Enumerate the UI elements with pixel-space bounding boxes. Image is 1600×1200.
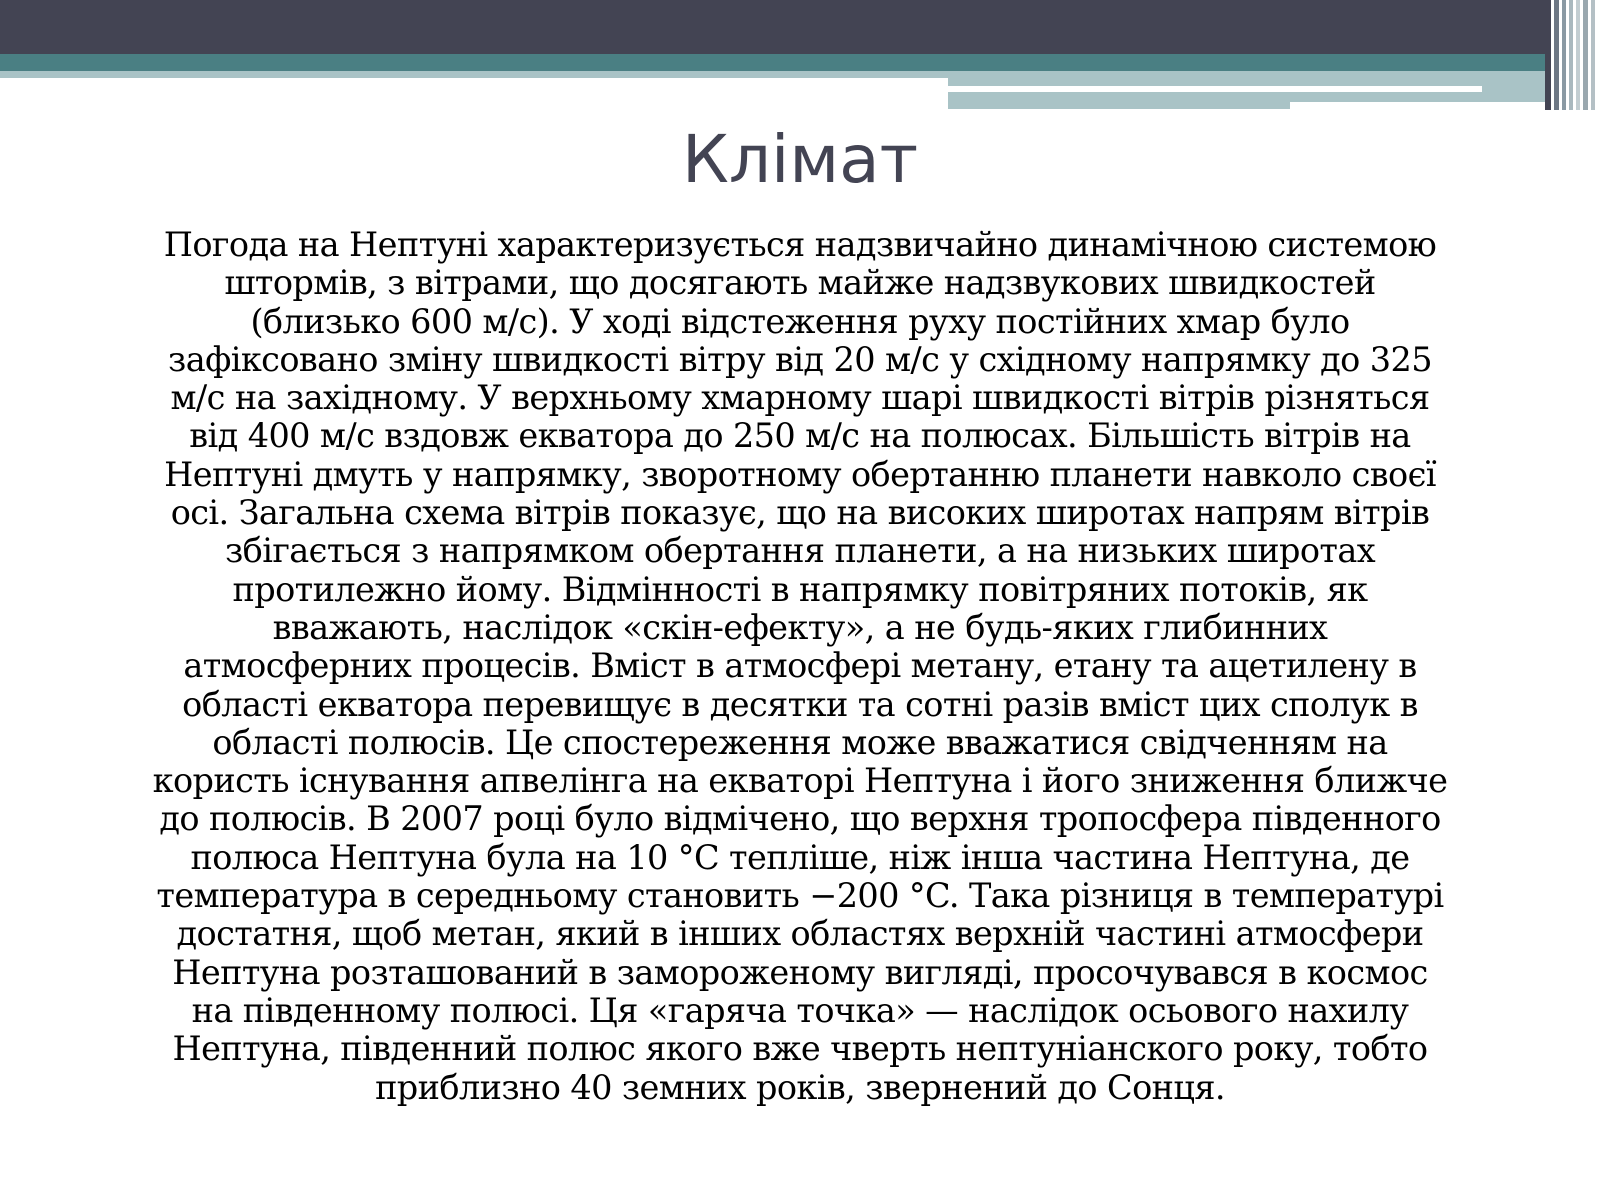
body-line: Нептуна розташований в замороженому вигляді, просочувався в космос	[172, 952, 1428, 992]
body-line: Погода на Нептуні характеризується надзвичайно динамічною системою	[163, 225, 1437, 264]
slide-body-text	[100, 226, 1500, 1107]
body-line: до полюсів. В 2007 році було відмічено, що верхня тропосфера південного	[159, 799, 1441, 839]
slide-title: Клімат	[681, 121, 919, 198]
body-line: на південному полюсі. Ця «гаряча точка» — наслідок осьового нахилу	[191, 990, 1409, 1030]
header-accent-line	[948, 86, 1482, 92]
header-band-teal	[0, 54, 1545, 71]
header-accent-line-short	[1290, 102, 1545, 109]
body-line: (близько 600 м/с). У ході відстеження руху постійних хмар було	[250, 301, 1350, 341]
header-band-dark	[0, 0, 1545, 54]
header-edge-stripes	[1545, 0, 1600, 110]
body-line: області екватора перевищує в десятки та сотні разів вміст цих сполук в	[182, 684, 1418, 724]
body-line: Нептуні дмуть у напрямку, зворотному обертанню планети навколо своєї	[164, 454, 1436, 494]
body-line: вважають, наслідок «скін-ефекту», а не будь-яких глибинних	[272, 607, 1328, 647]
body-line: протилежно йому. Відмінності в напрямку повітряних потоків, як	[232, 569, 1368, 609]
header-band-light	[0, 71, 948, 78]
body-line: від 400 м/с вздовж екватора до 250 м/с на полюсах. Більшість вітрів на	[189, 416, 1411, 456]
body-line: штормів, з вітрами, що досягають майже надзвукових швидкостей	[224, 263, 1376, 303]
body-line: достатня, щоб метан, який в інших областях верхній частині атмосфери	[176, 914, 1424, 954]
body-line: м/с на західному. У верхньому хмарному шарі швидкості вітрів різняться	[170, 378, 1430, 418]
body-line: приблизно 40 земних років, звернений до Сонця.	[375, 1067, 1225, 1107]
body-line: полюса Нептуна була на 10 °C тепліше, ніж інша частина Нептуна, де	[190, 837, 1410, 877]
body-line: зафіксовано зміну швидкості вітру від 20 м/с у східному напрямку до 325	[168, 339, 1432, 379]
body-line: осі. Загальна схема вітрів показує, що на високих широтах напрям вітрів	[170, 493, 1430, 533]
body-line: Нептуна, південний полюс якого вже чверть нептуніанского року, тобто	[172, 1029, 1428, 1069]
body-line: користь існування апвелінга на екваторі Нептуна і його зниження ближче	[152, 761, 1448, 801]
body-line: збігається з напрямком обертання планети, а на низьких широтах	[224, 531, 1376, 571]
body-line: температура в середньому становить −200 °C. Така різниця в температурі	[156, 876, 1444, 916]
body-line: області полюсів. Це спостереження може вважатися свідченням на	[212, 722, 1388, 762]
body-line: атмосферних процесів. Вміст в атмосфері метану, етану та ацетилену в	[183, 646, 1417, 686]
